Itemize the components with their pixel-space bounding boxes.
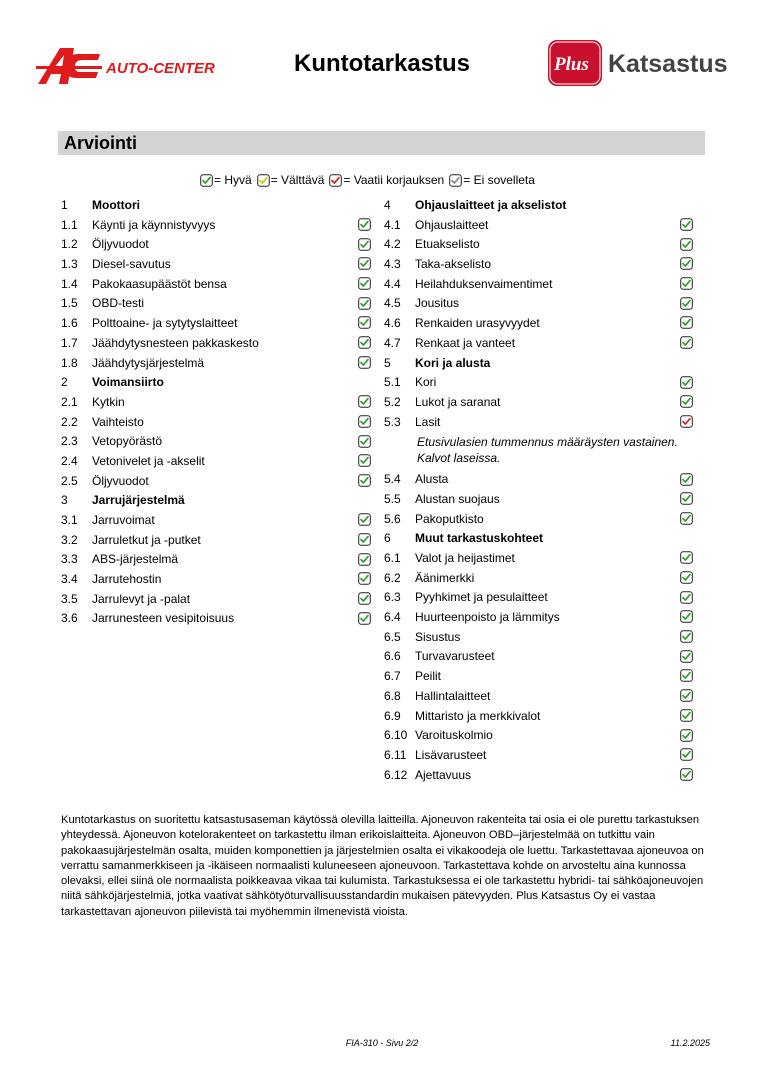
good-checkbox-icon — [358, 356, 371, 369]
page-number: FIA-310 - Sivu 2/2 — [345, 1038, 419, 1048]
section-bar — [58, 131, 705, 155]
item-label: Etuakselisto — [415, 237, 480, 252]
item-label: Huurteenpoisto ja lämmitys — [415, 610, 560, 625]
item-number: 1.3 — [61, 257, 78, 272]
item-label: Jäähdytysjärjestelmä — [92, 355, 205, 370]
item-label: Lukot ja saranat — [415, 394, 501, 409]
legend-good-checkbox-icon — [200, 174, 213, 187]
item-label: Vaihteisto — [92, 414, 144, 429]
item-label: Mittaristo ja merkkivalot — [415, 708, 541, 723]
document-date: 11.2.2025 — [670, 1038, 710, 1048]
item-label: Hallintalaitteet — [415, 688, 491, 703]
inspection-item — [61, 472, 374, 492]
item-number: 5.1 — [384, 375, 401, 390]
status-box — [358, 295, 371, 309]
section-title: Arviointi — [64, 133, 138, 153]
item-number: 6.7 — [384, 669, 401, 684]
item-label: Sisustus — [415, 629, 461, 644]
inspection-item — [61, 550, 374, 570]
good-checkbox-icon — [358, 218, 371, 231]
inspection-item — [61, 413, 374, 433]
good-checkbox-icon — [358, 513, 371, 526]
good-checkbox-icon — [680, 689, 693, 702]
item-number: 2 — [61, 375, 68, 390]
item-label: Lisävarusteet — [415, 747, 487, 762]
item-number: 4.6 — [384, 316, 401, 331]
legend-na-checkbox-icon — [449, 174, 462, 187]
inspection-item — [384, 235, 696, 255]
inspection-item — [384, 726, 696, 746]
item-number: 4.3 — [384, 257, 401, 272]
inspection-item — [384, 569, 696, 589]
status-box — [680, 688, 693, 702]
category-heading — [384, 196, 696, 216]
status-box — [680, 236, 693, 250]
inspection-item — [384, 255, 696, 275]
good-checkbox-icon — [680, 257, 693, 270]
item-label: Muut tarkastuskohteet — [415, 531, 544, 546]
legend — [200, 173, 540, 187]
good-checkbox-icon — [358, 572, 371, 585]
item-label: Alusta — [415, 472, 449, 487]
good-checkbox-icon — [680, 238, 693, 251]
item-label: Jarrulevyt ja -palat — [92, 591, 191, 606]
status-box — [680, 708, 693, 722]
good-checkbox-icon — [358, 277, 371, 290]
item-number: 3.3 — [61, 552, 78, 567]
item-label: Kori ja alusta — [415, 355, 491, 370]
legend-label: = Välttävä — [270, 173, 325, 187]
item-number: 6.8 — [384, 688, 401, 703]
inspection-item — [384, 393, 696, 413]
inspection-item — [61, 531, 374, 551]
item-label: Vetopyörästö — [92, 434, 163, 449]
legend-item — [329, 173, 444, 187]
item-number: 1 — [61, 198, 68, 212]
inspection-item — [384, 746, 696, 766]
good-checkbox-icon — [358, 395, 371, 408]
item-label: ABS-järjestelmä — [92, 552, 179, 567]
status-box — [358, 551, 371, 565]
legend-item — [200, 173, 252, 187]
item-label: Öljyvuodot — [92, 473, 149, 488]
plus-katsastus-logo — [546, 38, 728, 90]
inspection-item — [384, 294, 696, 314]
inspection-item — [61, 432, 374, 452]
item-number: 4 — [384, 198, 391, 212]
item-label: Moottori — [92, 198, 140, 212]
disclaimer-text: Kuntotarkastus on suoritettu katsastusaseman käytössä olevilla laitteilla. Ajoneuvon rakenteita tai osia ei ole purettu tarkastuksen yhteydessä. Ajoneuvon kotelorakenteet on tarkastettu ilman erikoislaitteita. Ajoneuvon OBD–järjestelmää on tutkittu vain pakokaasujärjestelmän osalta, muiden komponettien ja järjestelmien osalta ei vikakoodeja ole luettu. Tarkastettavaa ajoneuvoa on verrattu samanmerkkiseen ja -ikäiseen normaalisti kuluneeseen ajoneuvoon. Tarkastettava kohde on arvosteltu aina kunnossa olevaksi, ellei siinä ole normaalista poikkeavaa vikaa tai kulumista. Tarkastuksessa ei ole tarkastettu hybridi- tai sähköajoneuvojen niitä sähköjärjestelmiä, jotka vaativat sähkötyöturvallisuusstandardin mukaisen pätevyyden. Plus Katsastus Oy ei vastaa tarkastettavan ajoneuvon piilevistä tai myöhemmin ilmenevistä vioista. — [61, 814, 704, 918]
good-checkbox-icon — [680, 277, 693, 290]
ac-logo-text: AUTO-CENTER — [106, 60, 215, 77]
item-number: 4.7 — [384, 335, 401, 350]
good-checkbox-icon — [358, 297, 371, 310]
category-heading — [61, 373, 374, 393]
item-number: 1.6 — [61, 316, 78, 331]
item-number: 5.3 — [384, 414, 401, 429]
legend-fair-checkbox-icon — [257, 174, 270, 187]
inspection-item — [384, 667, 696, 687]
good-checkbox-icon — [358, 435, 371, 448]
inspection-item — [384, 314, 696, 334]
status-box — [358, 236, 371, 250]
item-number: 6.1 — [384, 551, 401, 565]
item-label: Lasit — [415, 414, 441, 429]
repair-checkbox-icon — [680, 415, 693, 428]
status-box — [680, 295, 693, 309]
item-label: Ohjauslaitteet — [415, 217, 489, 232]
item-number: 6.6 — [384, 649, 401, 664]
status-box — [680, 648, 693, 662]
item-number: 3.1 — [61, 513, 78, 527]
item-number: 2.5 — [61, 473, 78, 488]
item-label: Voimansiirto — [92, 375, 164, 390]
good-checkbox-icon — [358, 238, 371, 251]
item-number: 1.7 — [61, 335, 78, 350]
inspection-item — [61, 255, 374, 275]
item-number: 5.6 — [384, 511, 401, 526]
item-number: 6.3 — [384, 590, 401, 605]
good-checkbox-icon — [680, 492, 693, 505]
inspection-item — [384, 373, 696, 393]
legend-repair-checkbox-icon — [329, 174, 342, 187]
status-box — [358, 335, 371, 349]
good-checkbox-icon — [358, 533, 371, 546]
item-label: Jarruvoimat — [92, 513, 155, 527]
item-label: Käynti ja käynnistyvyys — [92, 217, 216, 232]
category-heading — [61, 196, 374, 216]
item-number: 4.1 — [384, 217, 401, 232]
status-box — [680, 471, 693, 485]
item-label: Ajettavuus — [415, 767, 472, 782]
item-number: 6.9 — [384, 708, 401, 723]
plus-logo-right: Katsastus — [608, 50, 728, 78]
plus-logo-left: Plus — [554, 54, 589, 75]
inspection-item — [384, 647, 696, 667]
item-label: Heilahduksenvaimentimet — [415, 276, 553, 291]
status-box — [680, 747, 693, 761]
inspection-item — [384, 490, 696, 510]
item-number: 2.3 — [61, 434, 78, 449]
item-label: Äänimerkki — [415, 570, 475, 585]
item-number: 5.2 — [384, 394, 401, 409]
item-number: 6.10 — [384, 728, 408, 743]
item-number: 2.4 — [61, 453, 78, 468]
good-checkbox-icon — [358, 257, 371, 270]
status-box — [680, 589, 693, 603]
status-box — [680, 315, 693, 329]
left-column — [61, 196, 374, 629]
status-box — [680, 414, 693, 428]
status-box — [680, 629, 693, 643]
good-checkbox-icon — [358, 553, 371, 566]
inspection-item — [384, 766, 696, 786]
good-checkbox-icon — [680, 669, 693, 682]
status-box — [358, 256, 371, 270]
inspection-note: Etusivulasien tummennus määräysten vastainen. Kalvot laseissa. — [417, 435, 678, 466]
status-box — [680, 374, 693, 388]
item-number: 4.2 — [384, 237, 401, 252]
category-heading — [61, 491, 374, 511]
item-label: Renkaat ja vanteet — [415, 335, 516, 350]
item-label: Ohjauslaitteet ja akselistot — [415, 198, 567, 212]
status-box — [358, 453, 371, 467]
status-box — [358, 591, 371, 605]
item-label: Vetonivelet ja -akselit — [92, 453, 205, 468]
item-label: Pakokaasupäästöt bensa — [92, 276, 227, 291]
status-box — [680, 335, 693, 349]
item-label: Alustan suojaus — [415, 491, 500, 506]
good-checkbox-icon — [358, 592, 371, 605]
good-checkbox-icon — [358, 474, 371, 487]
item-number: 6.4 — [384, 610, 401, 625]
inspection-item — [384, 628, 696, 648]
inspection-item — [61, 354, 374, 374]
inspection-item — [384, 608, 696, 628]
status-box — [358, 394, 371, 408]
page-header — [0, 0, 764, 110]
good-checkbox-icon — [680, 336, 693, 349]
item-label: Valot ja heijastimet — [415, 551, 515, 565]
good-checkbox-icon — [680, 630, 693, 643]
item-label: Jarrunesteen vesipitoisuus — [92, 611, 235, 626]
inspection-item — [61, 235, 374, 255]
status-box — [358, 315, 371, 329]
status-box — [680, 727, 693, 741]
good-checkbox-icon — [680, 551, 693, 564]
good-checkbox-icon — [680, 748, 693, 761]
item-number: 4.5 — [384, 296, 401, 311]
item-number: 1.1 — [61, 217, 78, 232]
good-checkbox-icon — [680, 591, 693, 604]
item-label: OBD-testi — [92, 296, 145, 311]
item-number: 3.4 — [61, 572, 78, 587]
item-number: 5 — [384, 355, 391, 370]
good-checkbox-icon — [680, 316, 693, 329]
good-checkbox-icon — [680, 297, 693, 310]
good-checkbox-icon — [680, 218, 693, 231]
inspection-item — [384, 275, 696, 295]
item-label: Taka-akselisto — [415, 257, 492, 272]
good-checkbox-icon — [358, 336, 371, 349]
inspection-item — [384, 470, 696, 490]
good-checkbox-icon — [358, 612, 371, 625]
good-checkbox-icon — [358, 316, 371, 329]
status-box — [680, 550, 693, 564]
status-box — [358, 414, 371, 428]
item-number: 4.4 — [384, 276, 401, 291]
status-box — [358, 217, 371, 231]
good-checkbox-icon — [680, 729, 693, 742]
legend-label: = Ei sovelleta — [463, 173, 535, 187]
status-box — [680, 256, 693, 270]
legend-label: = Hyvä — [214, 173, 252, 187]
svg-text:Plus — [553, 54, 589, 75]
item-number: 2.1 — [61, 394, 78, 409]
good-checkbox-icon — [358, 415, 371, 428]
inspection-item — [61, 294, 374, 314]
status-box — [680, 570, 693, 584]
inspection-item — [61, 334, 374, 354]
item-label: Jarrujärjestelmä — [92, 493, 185, 508]
inspection-item — [61, 511, 374, 531]
item-number: 2.2 — [61, 414, 78, 429]
inspection-item — [61, 314, 374, 334]
item-number: 5.5 — [384, 491, 401, 506]
right-column — [384, 196, 696, 785]
status-box — [680, 609, 693, 623]
good-checkbox-icon — [680, 512, 693, 525]
good-checkbox-icon — [680, 395, 693, 408]
good-checkbox-icon — [680, 709, 693, 722]
legend-item — [449, 173, 535, 187]
good-checkbox-icon — [680, 473, 693, 486]
status-box — [680, 394, 693, 408]
item-number: 1.2 — [61, 237, 78, 252]
item-number: 1.8 — [61, 355, 78, 370]
status-box — [358, 610, 371, 624]
item-number: 3.2 — [61, 532, 78, 547]
inspection-item — [384, 588, 696, 608]
inspection-item — [61, 452, 374, 472]
item-number: 6.12 — [384, 767, 408, 782]
inspection-item — [384, 413, 696, 433]
svg-text:Katsastus — [608, 50, 728, 78]
status-box — [358, 355, 371, 369]
category-heading — [384, 529, 696, 549]
item-label: Jarruletkut ja -putket — [92, 532, 201, 547]
item-label: Polttoaine- ja sytytyslaitteet — [92, 316, 238, 331]
good-checkbox-icon — [680, 376, 693, 389]
item-label: Kytkin — [92, 394, 125, 409]
inspection-item — [384, 687, 696, 707]
item-label: Jäähdytysnesteen pakkaskesto — [92, 335, 259, 350]
status-box — [358, 473, 371, 487]
good-checkbox-icon — [680, 571, 693, 584]
status-box — [358, 276, 371, 290]
inspection-item — [61, 570, 374, 590]
item-label: Pyyhkimet ja pesulaitteet — [415, 590, 548, 605]
item-label: Peilit — [415, 669, 442, 684]
item-label: Kori — [415, 375, 437, 390]
status-box — [358, 433, 371, 447]
status-box — [680, 668, 693, 682]
inspection-item — [61, 590, 374, 610]
inspection-item — [61, 393, 374, 413]
category-heading — [384, 354, 696, 374]
inspection-item — [61, 275, 374, 295]
item-label: Varoituskolmio — [415, 728, 493, 743]
good-checkbox-icon — [680, 610, 693, 623]
good-checkbox-icon — [358, 454, 371, 467]
item-label: Diesel-savutus — [92, 257, 171, 272]
item-number: 6.5 — [384, 629, 401, 644]
status-box — [358, 512, 371, 526]
item-number: 1.5 — [61, 296, 78, 311]
item-number: 6.2 — [384, 570, 401, 585]
item-number: 6.11 — [384, 747, 407, 762]
inspection-item — [61, 609, 374, 629]
inspection-item — [384, 216, 696, 236]
inspection-item — [61, 216, 374, 236]
item-number: 5.4 — [384, 472, 401, 487]
legend-item — [257, 173, 325, 187]
item-number: 1.4 — [61, 276, 78, 291]
inspection-item — [384, 707, 696, 727]
status-box — [680, 511, 693, 525]
inspection-item — [384, 510, 696, 530]
legend-label: = Vaatii korjauksen — [343, 173, 445, 187]
item-number: 3.6 — [61, 611, 78, 626]
status-box — [358, 571, 371, 585]
inspection-item — [384, 549, 696, 569]
item-label: Jarrutehostin — [92, 572, 162, 587]
status-box — [680, 276, 693, 290]
item-label: Renkaiden urasyvyydet — [415, 316, 540, 331]
item-label: Pakoputkisto — [415, 511, 484, 526]
status-box — [680, 217, 693, 231]
item-label: Öljyvuodot — [92, 237, 149, 252]
item-label: Jousitus — [415, 296, 460, 311]
status-box — [680, 491, 693, 505]
item-label: Turvavarusteet — [415, 649, 495, 664]
document-title: Kuntotarkastus — [293, 50, 471, 77]
good-checkbox-icon — [680, 768, 693, 781]
item-number: 6 — [384, 531, 391, 546]
status-box — [680, 767, 693, 781]
good-checkbox-icon — [680, 650, 693, 663]
inspection-item — [384, 334, 696, 354]
status-box — [358, 532, 371, 546]
item-number: 3.5 — [61, 591, 78, 606]
item-number: 3 — [61, 493, 68, 508]
